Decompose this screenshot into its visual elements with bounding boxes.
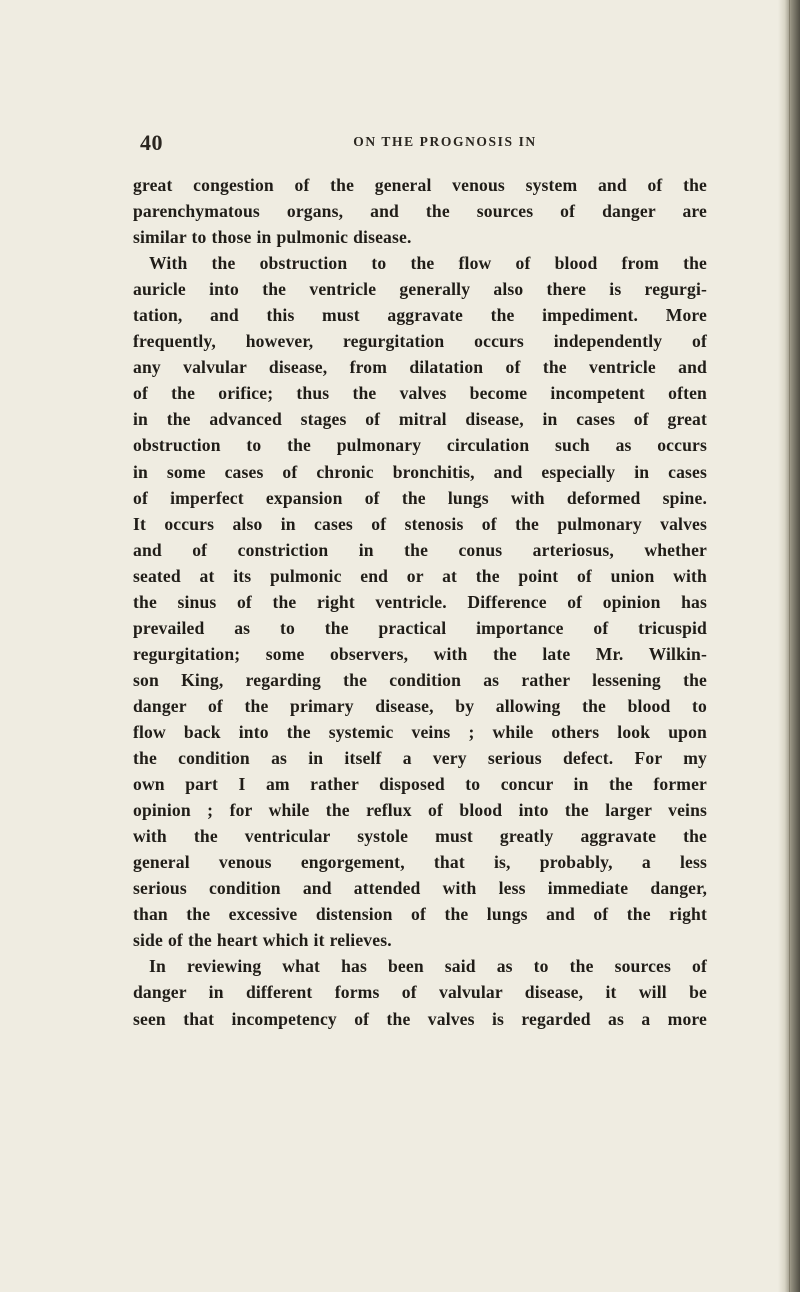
page-number: 40 — [140, 130, 163, 155]
text-line: obstruction to the pulmonary circulation such as occurs — [133, 435, 707, 456]
text-line: similar to those in pulmonic disease. — [133, 227, 412, 248]
paragraph — [133, 250, 707, 953]
text-line: It occurs also in cases of stenosis of the pulmonary valves — [133, 513, 707, 534]
text-line: general venous engorgement, that is, probably, a less — [133, 852, 707, 873]
text-line: danger of the primary disease, by allowing the blood to — [133, 695, 707, 716]
text-line: side of the heart which it relieves. — [133, 930, 392, 951]
text-line: auricle into the ventricle generally also there is regurgi- — [133, 279, 707, 300]
text-line: prevailed as to the practical importance of tricuspid — [133, 617, 707, 638]
running-title: ON THE PROGNOSIS IN — [353, 134, 537, 149]
text-line: any valvular disease, from dilatation of the ventricle and — [133, 357, 707, 378]
text-line: danger in different forms of valvular disease, it will be — [133, 982, 707, 1003]
text-line: son King, regarding the condition as rather lessening the — [133, 669, 707, 690]
text-line: seated at its pulmonic end or at the point of union with — [133, 565, 707, 586]
text-line: of the orifice; thus the valves become incompetent often — [133, 383, 707, 404]
text-line: In reviewing what has been said as to the sources of — [149, 956, 707, 977]
text-line: in some cases of chronic bronchitis, and especially in cases — [133, 461, 707, 482]
text-line: great congestion of the general venous system and of the — [133, 175, 707, 195]
text-line: with the ventricular systole must greatly aggravate the — [133, 826, 707, 847]
text-line: tation, and this must aggravate the impediment. More — [133, 305, 707, 326]
text-line: in the advanced stages of mitral disease, in cases of great — [133, 409, 707, 430]
body-text — [133, 172, 707, 1032]
text-line: flow back into the systemic veins ; while others look upon — [133, 721, 707, 742]
page-edge-shadow — [778, 0, 800, 1292]
page-header — [140, 130, 710, 160]
text-line: frequently, however, regurgitation occurs independently of — [133, 331, 707, 352]
paragraph — [133, 172, 707, 250]
text-line: of imperfect expansion of the lungs with deformed spine. — [133, 487, 707, 508]
paragraph — [133, 953, 707, 1031]
text-line: With the obstruction to the flow of blood from the — [149, 253, 707, 274]
text-line: own part I am rather disposed to concur in the former — [133, 774, 707, 795]
text-line: regurgitation; some observers, with the late Mr. Wilkin- — [133, 643, 707, 664]
text-line: the sinus of the right ventricle. Difference of opinion has — [133, 591, 707, 612]
text-line: serious condition and attended with less immediate danger, — [133, 878, 707, 899]
text-line: opinion ; for while the reflux of blood into the larger veins — [133, 800, 707, 821]
text-line: than the excessive distension of the lungs and of the right — [133, 904, 707, 925]
text-line: parenchymatous organs, and the sources of danger are — [133, 201, 707, 222]
text-line: and of constriction in the conus arteriosus, whether — [133, 539, 707, 560]
text-line: seen that incompetency of the valves is regarded as a more — [133, 1008, 707, 1029]
text-line: the condition as in itself a very serious defect. For my — [133, 748, 707, 769]
